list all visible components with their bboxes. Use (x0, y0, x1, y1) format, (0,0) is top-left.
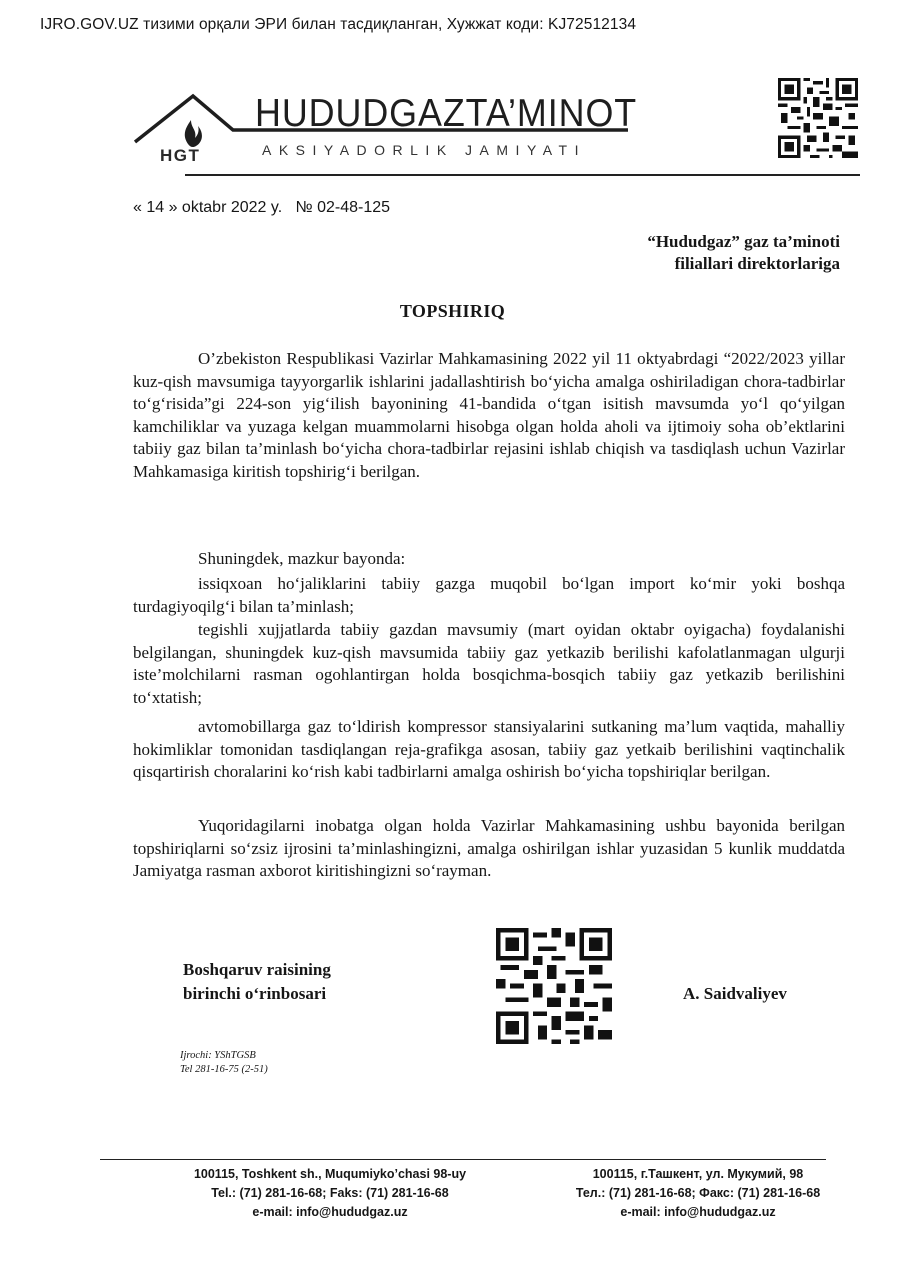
flame-icon (185, 120, 202, 147)
footer-divider (100, 1159, 826, 1160)
body-paragraph-4: tegishli xujjatlarda tabiiy gazdan mavsumiy (mart oyidan oktabr oyigacha) foydalanishi belgilangan, shuningdek kuz-qish mavsumida tabiiy gaz yetkazib berilishi kafolatlanmagan ulgurji iste’molchilarni rasman ogohlantirgan holda bosqichma-bosqich tabiiy gaz yetkazib berilishini to‘xtatish; (133, 620, 845, 707)
footer-left-email: e-mail: info@hududgaz.uz (252, 1205, 408, 1219)
signatory-title-line-2: birinchi o‘rinbosari (183, 984, 327, 1003)
signatory-title-line-1: Boshqaruv raisining (183, 960, 331, 979)
signatory-title (183, 958, 331, 1006)
signature-qr-code-icon (496, 928, 612, 1044)
executor-info (180, 1049, 268, 1077)
footer-right-email: e-mail: info@hududgaz.uz (620, 1205, 776, 1219)
header-divider (185, 174, 860, 176)
signatory-name: A. Saidvaliyev (683, 984, 787, 1003)
verification-line: IJRO.GOV.UZ тизими орқали ЭРИ билан тасдиқланган, Хужжат коди: KJ72512134 (40, 16, 637, 33)
executor-line-2: Tel 281-16-75 (2-51) (180, 1064, 268, 1075)
body-paragraph-3: issiqxoan ho‘jaliklarini tabiiy gazga muqobil bo‘lgan import ko‘mir yoki boshqa turdagiyoqilg‘i bilan ta’minlash; (133, 574, 845, 616)
footer-left-address: 100115, Toshkent sh., Muqumiyko’chasi 98-uy (193, 1167, 467, 1181)
addressee (560, 231, 840, 275)
brand-subtitle: AKSIYADORLIK JAMIYATI (262, 142, 586, 158)
brand-name: HUDUDGAZTA’MINOT (255, 92, 638, 135)
footer-right-phone: Тел.: (71) 281-16-68; Факс: (71) 281-16-68 (575, 1186, 821, 1200)
executor-line-1: Ijrochi: YShTGSB (180, 1050, 256, 1061)
document-date-number: « 14 » oktabr 2022 y. № 02-48-125 (133, 199, 391, 216)
footer-address-latin (165, 1165, 495, 1222)
body-paragraph-5: avtomobillarga gaz to‘ldirish kompressor stansiyalarini sutkaning ma’lum vaqtida, mahalliy hokimliklar tomonidan tasdiqlangan reja-grafikga asosan, tabiiy gaz yetkaib berilishini vaqtinchalik qisqartirish choralarini ko‘rish kabi tadbirlarni amalga oshirish bo‘yicha topshiriqlar berilgan. (133, 717, 845, 782)
addressee-line-1: “Hududgaz” gaz ta’minoti (647, 232, 840, 251)
qr-code-icon (778, 78, 858, 158)
document-title: TOPSHIRIQ (399, 301, 506, 321)
body-paragraph-6: Yuqoridagilarni inobatga olgan holda Vazirlar Mahkamasining ushbu bayonida berilgan topshiriqlarni so‘zsiz ijrosini ta’minlashingizni, amalga oshirilgan ishlar yuzasidan 5 kunlik muddatda Jamiyatga rasman axborot kiritishingizni so‘rayman. (133, 816, 845, 881)
body-paragraph-1: O’zbekiston Respublikasi Vazirlar Mahkamasining 2022 yil 11 oktyabrdagi “2022/2023 yillar kuz-qish mavsumiga tayyorgarlik ishlarini jadallashtirish bo‘yicha amalga oshiriladigan chora-tadbirlar to‘g‘risida”gi 224-son yig‘ilish bayonining 41-bandida o‘tgan isitish mavsumda yo‘l qo‘yilgan kamchiliklar va yuzaga kelgan muammolarni hisobga olgan holda aholi va ijtimoiy soha ob’ektlarini tabiiy gaz bilan ta’minlash bo‘yicha chora-tadbirlar rejasini ishlab chiqish va tasdiqlash uchun Vazirlar Mahkamasiga kiritish topshirig‘i berilgan. (133, 349, 845, 481)
footer-address-cyrillic (548, 1165, 848, 1222)
body-paragraph-2: Shuningdek, mazkur bayonda: (198, 549, 406, 568)
footer-right-address: 100115, г.Ташкент, ул. Мукумий, 98 (592, 1167, 804, 1181)
logo-abbreviation: HGT (160, 146, 201, 165)
addressee-line-2: filiallari direktorlariga (674, 254, 840, 273)
footer-left-phone: Tel.: (71) 281-16-68; Faks: (71) 281-16-68 (211, 1186, 449, 1200)
